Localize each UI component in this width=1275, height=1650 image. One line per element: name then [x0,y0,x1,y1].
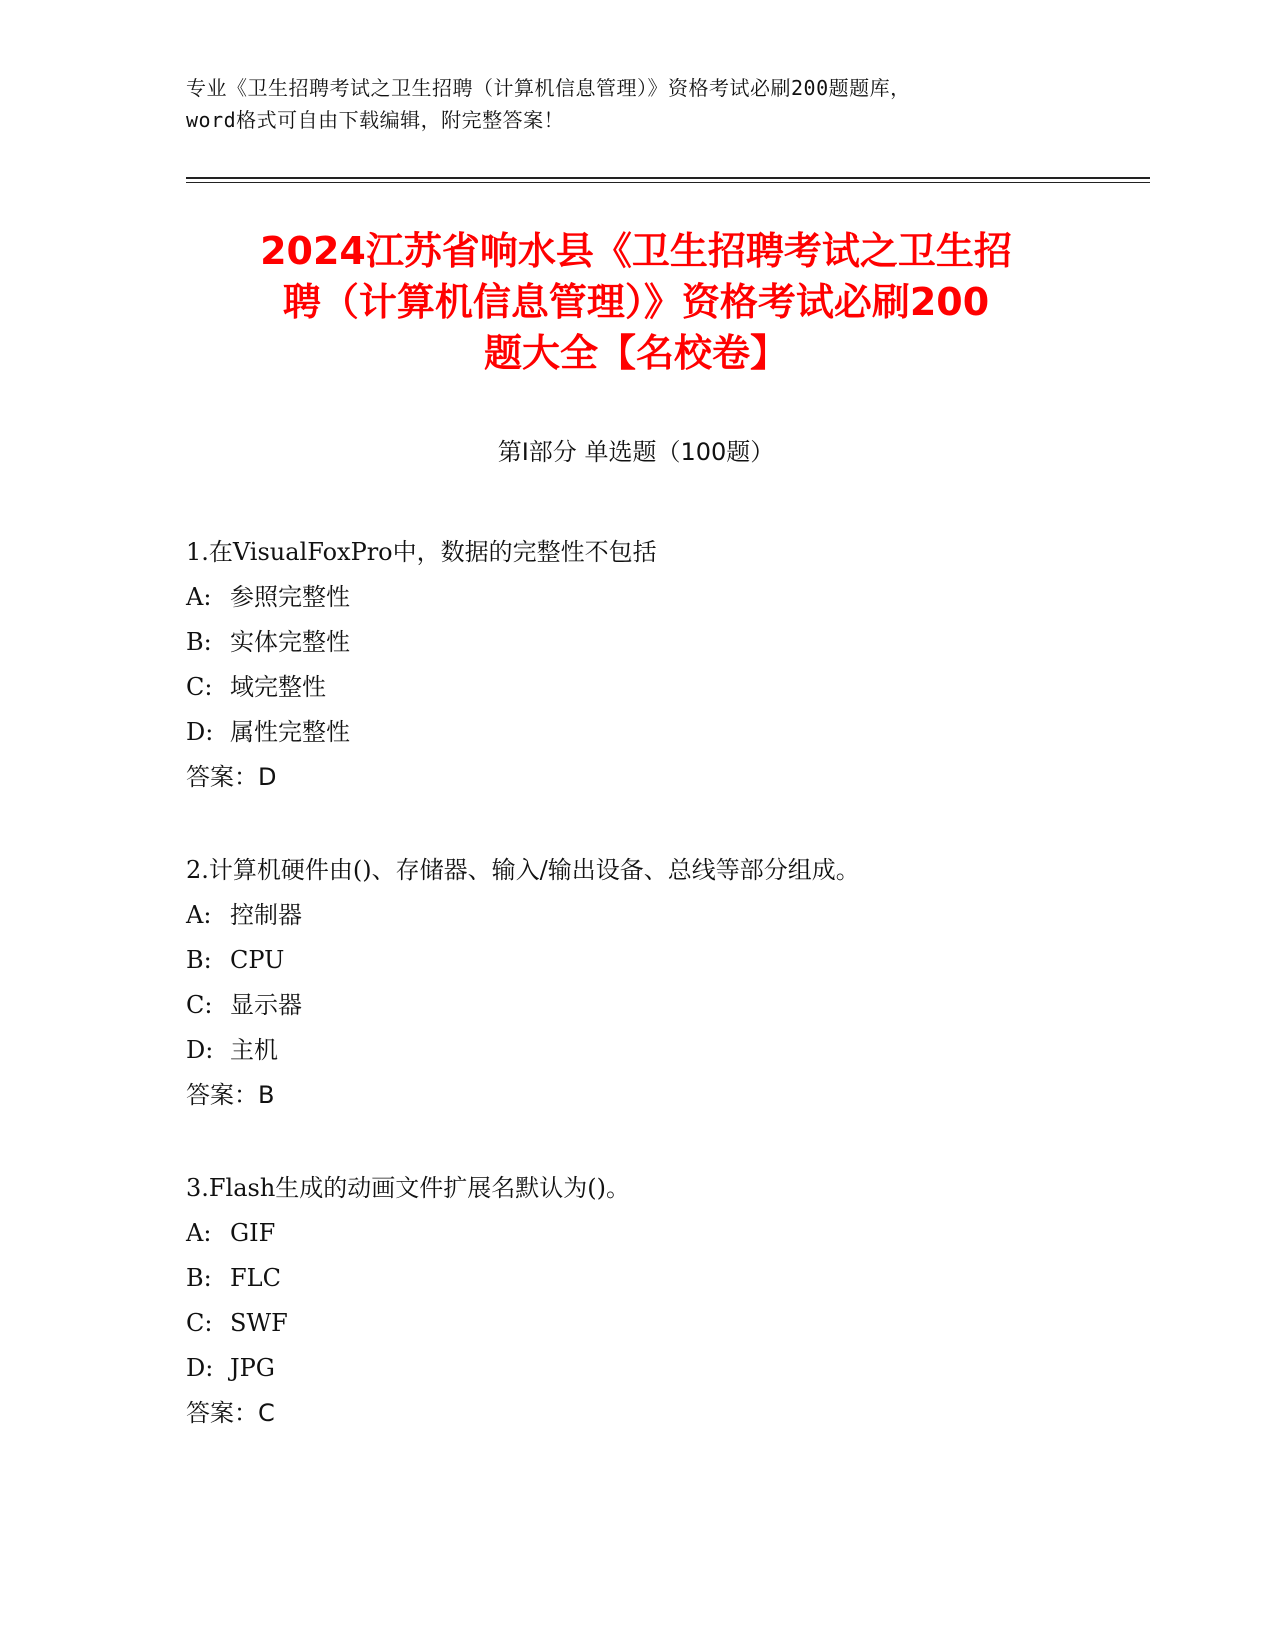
title-line-3: 题大全【名校卷】 [483,331,788,375]
title-line-2: 聘（计算机信息管理）》资格考试必刷200 [282,280,990,324]
option-d [186,710,1136,755]
section-heading: 第Ⅰ部分 单选题（100题） [497,438,775,466]
option-text: 主机 [230,1036,278,1064]
option-text: SWF [230,1309,288,1337]
answer-line: 答案：C [186,1399,275,1427]
answer-line: 答案：B [186,1081,275,1109]
option-text: FLC [230,1264,281,1292]
option-letter: B: [186,628,212,656]
option-letter: B: [186,946,212,974]
option-letter: B: [186,1264,212,1292]
option-a [186,1211,1136,1256]
option-text: 参照完整性 [230,583,350,611]
option-letter: A: [186,901,212,929]
option-text: 属性完整性 [230,718,350,746]
title-line-1: 2024江苏省响水县《卫生招聘考试之卫生招 [260,229,1012,273]
question-2 [186,848,1136,1166]
option-text: 控制器 [230,901,302,929]
option-letter: D: [186,1354,214,1382]
question-3 [186,1166,1136,1484]
option-text: 实体完整性 [230,628,350,656]
option-a [186,575,1136,620]
option-c [186,1301,1136,1346]
question-stem: 1.在VisualFoxPro中，数据的完整性不包括 [186,538,657,566]
question-stem: 3.Flash生成的动画文件扩展名默认为()。 [186,1174,631,1202]
option-b [186,1256,1136,1301]
option-d [186,1346,1136,1391]
option-b [186,620,1136,665]
option-b [186,938,1136,983]
intro-line-1: 专业《卫生招聘考试之卫生招聘（计算机信息管理）》资格考试必刷200题题库， [186,76,911,100]
option-letter: C: [186,673,213,701]
intro-text [186,72,1086,136]
option-letter: D: [186,1036,214,1064]
option-letter: A: [186,1219,212,1247]
option-text: 域完整性 [230,673,326,701]
option-text: 显示器 [230,991,302,1019]
question-1 [186,530,1136,848]
option-letter: A: [186,583,212,611]
option-letter: D: [186,718,214,746]
option-c [186,983,1136,1028]
option-letter: C: [186,991,213,1019]
answer-line: 答案：D [186,763,277,791]
option-text: GIF [230,1219,276,1247]
option-text: CPU [230,946,285,974]
intro-line-2: word格式可自由下载编辑，附完整答案！ [186,108,565,132]
header-divider-thin [186,182,1150,183]
question-stem: 2.计算机硬件由()、存储器、输入/输出设备、总线等部分组成。 [186,856,860,884]
question-list [186,530,1136,1484]
option-a [186,893,1136,938]
option-text: JPG [230,1354,275,1382]
option-c [186,665,1136,710]
document-title [186,226,1086,379]
option-letter: C: [186,1309,213,1337]
header-divider-thick [186,177,1150,179]
option-d [186,1028,1136,1073]
